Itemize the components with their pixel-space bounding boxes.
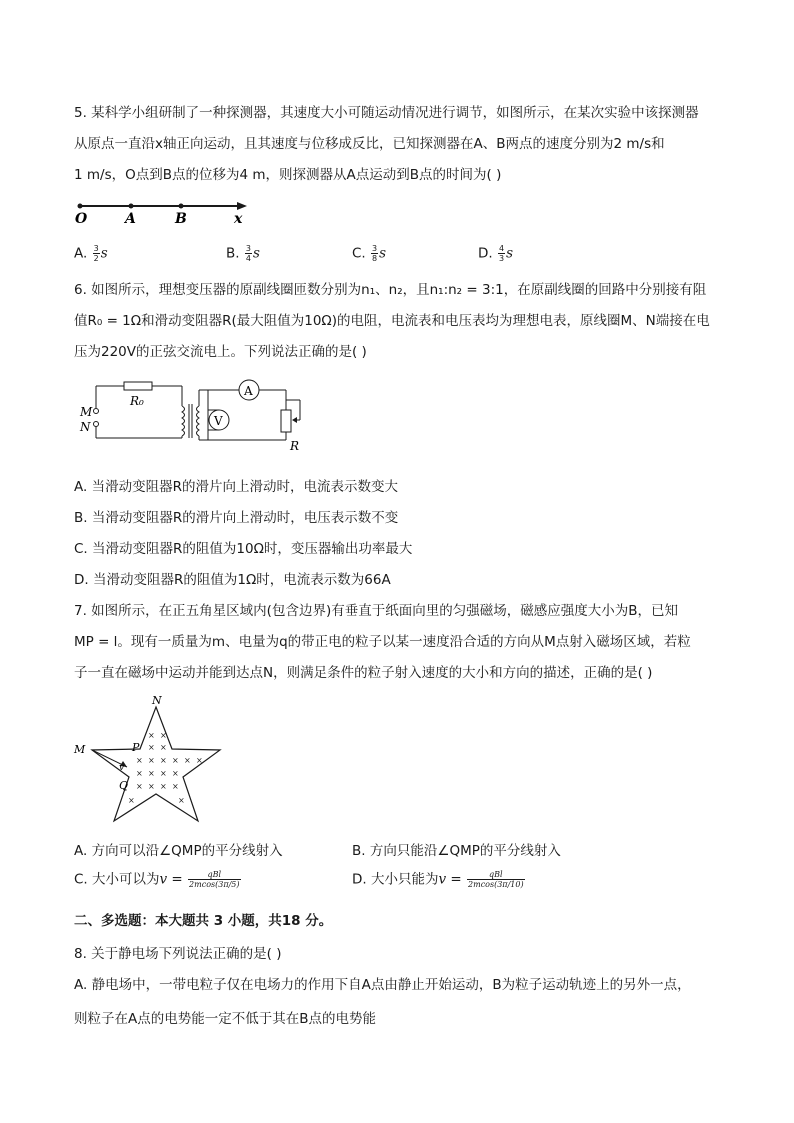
svg-text:×: × [136, 769, 143, 778]
label-p: P [132, 741, 140, 754]
svg-text:×: × [148, 769, 155, 778]
q7-stem-line2: MP = l。现有一质量为m、电量为q的带正电的粒子以某一速度沿合适的方向从M点射入磁场区域，若粒 [74, 634, 691, 650]
svg-text:×: × [160, 756, 167, 765]
svg-text:×: × [148, 731, 155, 740]
q5-stem-line2: 从原点一直沿x轴正向运动，且其速度与位移成反比，已知探测器在A、B两点的速度分别为2 m/s和 [74, 136, 665, 152]
q7-option-c[interactable]: C. 大小可以为v = $\frac{\text{qBl}}{2mcos(3\pi/5)}$ [74, 870, 240, 889]
svg-text:×: × [172, 756, 179, 765]
q7-star-diagram [72, 693, 242, 828]
svg-text:×: × [136, 782, 143, 791]
axis-label-x: x [234, 211, 243, 226]
q6-option-b[interactable]: B. 当滑动变阻器R的滑片向上滑动时，电压表示数不变 [74, 510, 399, 526]
label-n: N [80, 420, 91, 434]
q6-stem-line1: 6. 如图所示，理想变压器的原副线圈匝数分别为n₁、n₂，且n₁:n₂ = 3:1，在原副线圈的回路中分别接有阻 [74, 282, 707, 298]
q7-option-a[interactable]: A. 方向可以沿∠QMP的平分线射入 [74, 843, 283, 859]
q7-option-d[interactable]: D. 大小只能为v = $\frac{\text{qBl}}{2mcos(3\pi/10)}$ [352, 870, 524, 889]
q5-option-d[interactable]: D. $\frac{4}{3}$ s [478, 244, 514, 263]
terminal-n [94, 422, 99, 427]
rheostat-r-symbol [281, 410, 291, 432]
axis-label-b: B [175, 211, 187, 226]
svg-text:×: × [172, 769, 179, 778]
label-voltmeter: V [214, 414, 223, 428]
svg-text:×: × [160, 743, 167, 752]
label-n: N [152, 694, 162, 707]
svg-text:×: × [160, 782, 167, 791]
resistor-r0-symbol [124, 382, 152, 390]
label-q: Q [119, 779, 129, 792]
terminal-m [94, 409, 99, 414]
q5-option-b[interactable]: B. $\frac{3}{4}$ s [226, 244, 260, 263]
q8-stem: 8. 关于静电场下列说法正确的是( ) [74, 946, 282, 962]
svg-text:×: × [178, 796, 185, 805]
label-v: v [119, 763, 125, 773]
q8-option-a-line1[interactable]: A. 静电场中，一带电粒子仅在电场力的作用下自A点由静止开始运动，B为粒子运动轨迹上的另外一点， [74, 977, 691, 993]
q5-option-c[interactable]: C. $\frac{3}{8}$ s [352, 244, 387, 263]
q5-stem-line1: 5. 某科学小组研制了一种探测器，其速度大小可随运动情况进行调节，如图所示，在某次实验中该探测器 [74, 105, 699, 121]
label-m: M [80, 405, 93, 419]
svg-text:×: × [172, 782, 179, 791]
q7-option-b[interactable]: B. 方向只能沿∠QMP的平分线射入 [352, 843, 561, 859]
q7-stem-line3: 子一直在磁场中运动并能到达点N，则满足条件的粒子射入速度的大小和方向的描述，正确的是( ) [74, 665, 653, 681]
svg-text:×: × [196, 756, 203, 765]
q5-axis-diagram [72, 202, 272, 226]
q6-option-c[interactable]: C. 当滑动变阻器R的阻值为10Ω时，变压器输出功率最大 [74, 541, 413, 557]
section-title-multiple-choice: 二、多选题：本大题共 3 小题，共18 分。 [74, 913, 333, 929]
svg-text:×: × [136, 756, 143, 765]
axis-label-a: A [125, 211, 136, 226]
q8-option-a-line2: 则粒子在A点的电势能一定不低于其在B点的电势能 [74, 1011, 376, 1027]
q7-stem-line1: 7. 如图所示，在正五角星区域内(包含边界)有垂直于纸面向里的匀强磁场，磁感应强度大小为B，已知 [74, 603, 678, 619]
axis-label-o: O [75, 211, 88, 226]
label-m: M [74, 743, 86, 756]
secondary-coil [197, 406, 200, 436]
q6-option-a[interactable]: A. 当滑动变阻器R的滑片向上滑动时，电流表示数变大 [74, 479, 398, 495]
q6-option-d[interactable]: D. 当滑动变阻器R的阻值为1Ω时，电流表示数为66A [74, 572, 391, 588]
svg-text:×: × [160, 769, 167, 778]
q5-stem-line3: 1 m/s，O点到B点的位移为4 m，则探测器从A点运动到B点的时间为( ) [74, 167, 502, 183]
q5-option-a[interactable]: A. $\frac{3}{2}$ s [74, 244, 108, 263]
svg-text:×: × [160, 731, 167, 740]
label-r: R [290, 439, 300, 453]
q6-stem-line3: 压为220V的正弦交流电上。下列说法正确的是( ) [74, 344, 367, 360]
primary-coil [182, 406, 185, 436]
svg-text:×: × [148, 782, 155, 791]
svg-text:×: × [184, 756, 191, 765]
q6-stem-line2: 值R₀ = 1Ω和滑动变阻器R(最大阻值为10Ω)的电阻，电流表和电压表均为理想电表，原线圈M、N端接在电 [74, 313, 710, 329]
q6-circuit-diagram [74, 378, 314, 453]
svg-text:×: × [148, 756, 155, 765]
label-r0: R₀ [130, 394, 144, 408]
svg-text:×: × [148, 743, 155, 752]
label-ammeter: A [244, 384, 253, 398]
svg-text:×: × [128, 796, 135, 805]
